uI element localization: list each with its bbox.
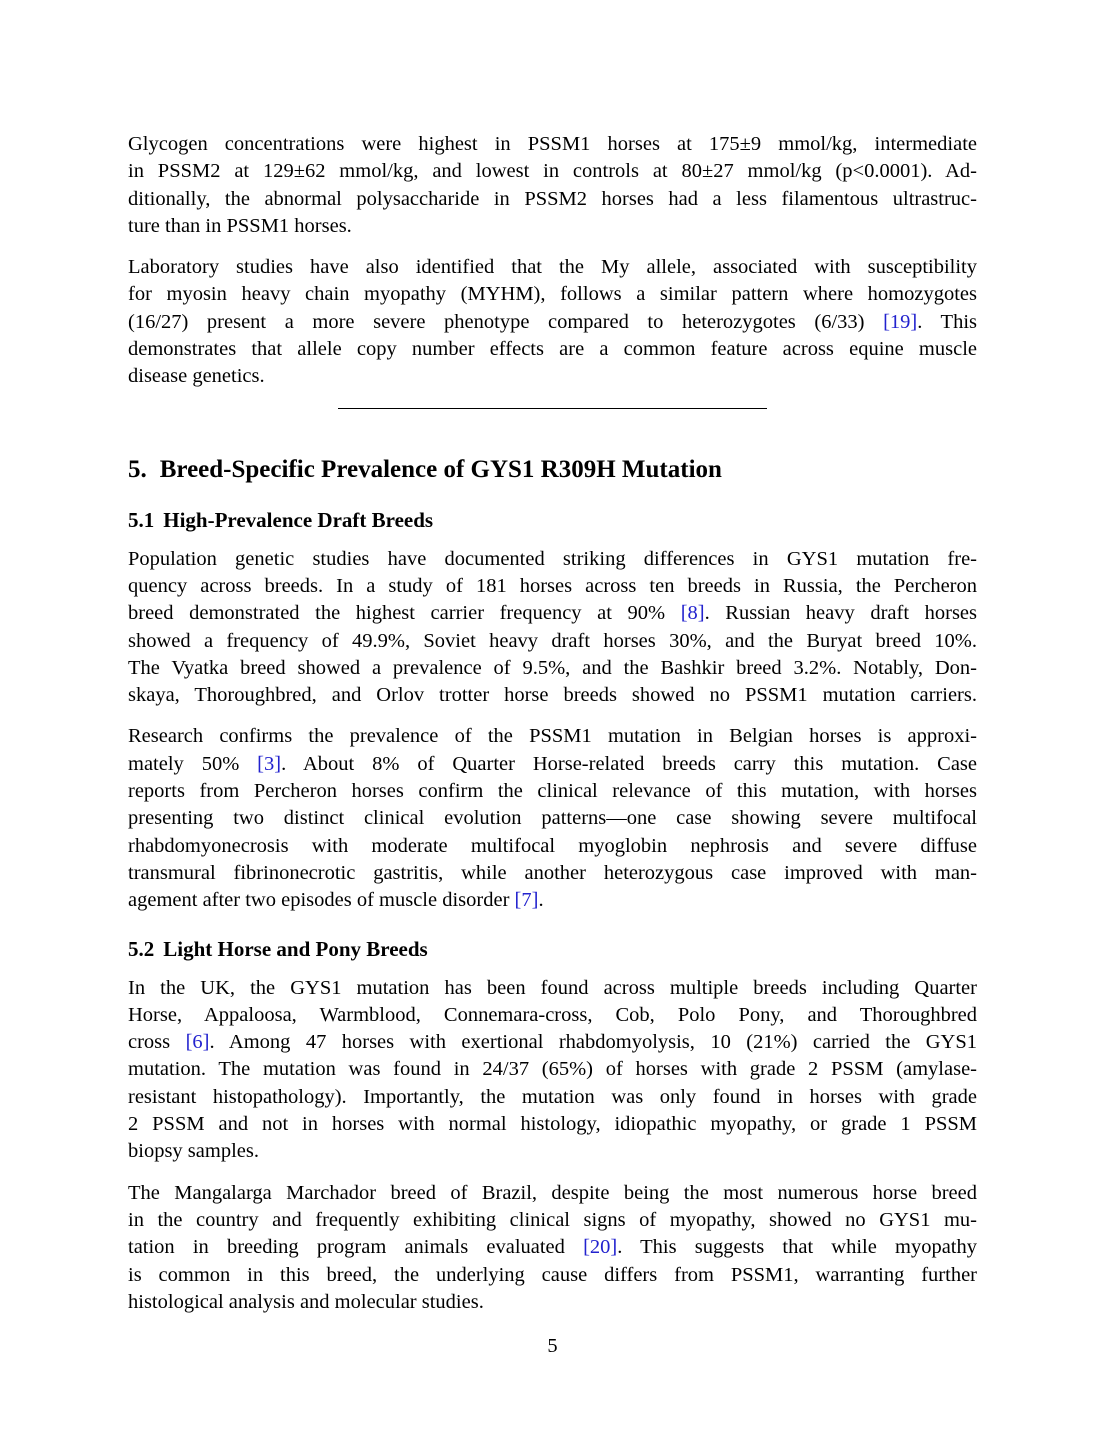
- text-line: [128, 158, 977, 185]
- text-line: [128, 833, 977, 860]
- text-run: mately 50%: [128, 752, 258, 775]
- text-line: [128, 655, 977, 682]
- text-line: [128, 281, 977, 308]
- text-run: . This: [917, 310, 978, 333]
- text-line: [128, 1111, 977, 1138]
- text-run: . This suggests that while myopathy: [617, 1236, 977, 1259]
- text-line: [128, 887, 977, 914]
- subsection-5-1-heading: [128, 507, 977, 533]
- text-line: [128, 723, 977, 750]
- text-line: [128, 546, 977, 573]
- text-run: agement after two episodes of muscle disorder: [128, 889, 515, 912]
- text-run: rhabdomyonecrosis with moderate multifocal myoglobin nephrosis and severe diffuse: [128, 834, 977, 857]
- text-line: [128, 1029, 977, 1056]
- text-line: [128, 751, 977, 778]
- text-run: Research confirms the prevalence of the PSSM1 mutation in Belgian horses is approxi-: [128, 725, 977, 748]
- text-run: The Mangalarga Marchador breed of Brazil, despite being the most numerous horse breed: [128, 1181, 977, 1204]
- text-run: transmural fibrinonecrotic gastritis, while another heterozygous case improved with man-: [128, 861, 977, 884]
- text-line: [128, 1002, 977, 1029]
- para-glycogen-concentrations: [128, 131, 977, 240]
- text-run: is common in this breed, the underlying cause differs from PSSM1, warranting further: [128, 1263, 977, 1286]
- para-population-genetics: [128, 546, 977, 710]
- text-line: [128, 975, 977, 1002]
- citation-link[interactable]: [3]: [257, 752, 282, 775]
- text-run: reports from Percheron horses confirm the clinical relevance of this mutation, with horses: [128, 780, 977, 803]
- page-number: 5: [547, 1335, 558, 1357]
- subsection-title: High-Prevalence Draft Breeds: [163, 507, 434, 532]
- text-run: quency across breeds. In a study of 181 horses across ten breeds in Russia, the Percheron: [128, 574, 977, 597]
- text-line: [128, 600, 977, 627]
- citation-link[interactable]: [7]: [514, 889, 539, 912]
- text-line: [128, 1289, 977, 1316]
- text-run: In the UK, the GYS1 mutation has been found across multiple breeds including Quarter: [128, 976, 977, 999]
- text-run: Population genetic studies have documented striking differences in GYS1 mutation fre-: [128, 547, 977, 570]
- text-run: in the country and frequently exhibiting clinical signs of myopathy, showed no GYS1 mu-: [128, 1208, 977, 1231]
- text-line: [128, 628, 977, 655]
- section-title: Breed-Specific Prevalence of GYS1 R309H Mutation: [159, 455, 722, 483]
- text-run: histological analysis and molecular studies.: [128, 1290, 484, 1313]
- subsection-title: Light Horse and Pony Breeds: [163, 936, 428, 961]
- text-line: [128, 336, 977, 363]
- text-run: cross: [128, 1031, 186, 1054]
- citation-link[interactable]: [19]: [883, 310, 918, 333]
- text-line: [128, 1180, 977, 1207]
- text-run: Glycogen concentrations were highest in PSSM1 horses at 175±9 mmol/kg, intermediate: [128, 133, 977, 155]
- section-number: 5.: [128, 455, 147, 483]
- text-run: (16/27) present a more severe phenotype compared to heterozygotes (6/33): [128, 310, 884, 333]
- para-uk-gys1: [128, 975, 977, 1166]
- text-run: skaya, Thoroughbred, and Orlov trotter horse breeds showed no PSSM1 mutation carriers.: [128, 684, 977, 707]
- text-line: [128, 254, 977, 281]
- text-run: Laboratory studies have also identified that the My allele, associated with susceptibility: [128, 256, 977, 279]
- para-research-confirms: [128, 723, 977, 914]
- text-run: ditionally, the abnormal polysaccharide in PSSM2 horses had a less filamentous ultrastruc-: [128, 187, 977, 210]
- citation-link[interactable]: [20]: [583, 1236, 618, 1259]
- text-line: [128, 805, 977, 832]
- text-run: resistant histopathology). Importantly, the mutation was only found in horses with grade: [128, 1085, 977, 1108]
- text-run: The Vyatka breed showed a prevalence of 9.5%, and the Bashkir breed 3.2%. Notably, Don-: [128, 656, 977, 679]
- text-line: [128, 1056, 977, 1083]
- text-run: demonstrates that allele copy number effects are a common feature across equine muscle: [128, 338, 977, 361]
- text-line: [128, 1207, 977, 1234]
- text-line: [128, 213, 977, 240]
- text-run: . Russian heavy draft horses: [704, 602, 977, 625]
- text-run: showed a frequency of 49.9%, Soviet heavy draft horses 30%, and the Buryat breed 10%.: [128, 629, 977, 652]
- subsection-number: 5.1: [128, 507, 155, 532]
- text-line: [128, 363, 977, 390]
- text-run: . Among 47 horses with exertional rhabdomyolysis, 10 (21%) carried the GYS1: [209, 1031, 977, 1054]
- text-run: . About 8% of Quarter Horse-related breeds carry this mutation. Case: [281, 752, 977, 775]
- text-line: [128, 1234, 977, 1261]
- citation-link[interactable]: [8]: [680, 602, 705, 625]
- separator-rule-wrap: [128, 408, 977, 409]
- text-run: in PSSM2 at 129±62 mmol/kg, and lowest in controls at 80±27 mmol/kg (p<0.0001). Ad-: [128, 160, 977, 183]
- text-line: [128, 1084, 977, 1111]
- text-line: [128, 860, 977, 887]
- text-line: [128, 1138, 977, 1165]
- text-run: mutation. The mutation was found in 24/37 (65%) of horses with grade 2 PSSM (amylase-: [128, 1058, 977, 1081]
- text-line: [128, 573, 977, 600]
- text-run: 2 PSSM and not in horses with normal histology, idiopathic myopathy, or grade 1 PSSM: [128, 1113, 977, 1136]
- citation-link[interactable]: [6]: [185, 1031, 210, 1054]
- text-line: [128, 186, 977, 213]
- text-run: ture than in PSSM1 horses.: [128, 214, 352, 237]
- text-line: [128, 778, 977, 805]
- para-laboratory-studies: [128, 254, 977, 390]
- text-block: [128, 131, 977, 1330]
- text-run: for myosin heavy chain myopathy (MYHM), follows a similar pattern where homozygotes: [128, 283, 977, 306]
- subsection-5-2-heading: [128, 936, 977, 962]
- text-run: disease genetics.: [128, 365, 265, 388]
- section-5-heading: [128, 453, 977, 486]
- text-line: [128, 682, 977, 709]
- text-run: .: [538, 889, 544, 912]
- text-line: [128, 1262, 977, 1289]
- subsection-number: 5.2: [128, 936, 155, 961]
- para-mangalarga-marchador: [128, 1180, 977, 1316]
- text-run: presenting two distinct clinical evolution patterns—one case showing severe multifocal: [128, 807, 977, 830]
- text-line: [128, 309, 977, 336]
- separator-rule: [338, 408, 767, 409]
- text-run: breed demonstrated the highest carrier frequency at 90%: [128, 602, 681, 625]
- text-run: tation in breeding program animals evaluated: [128, 1236, 584, 1259]
- text-line: [128, 131, 977, 158]
- text-run: biopsy samples.: [128, 1140, 259, 1163]
- text-run: Horse, Appaloosa, Warmblood, Connemara-cross, Cob, Polo Pony, and Thoroughbred: [128, 1003, 977, 1026]
